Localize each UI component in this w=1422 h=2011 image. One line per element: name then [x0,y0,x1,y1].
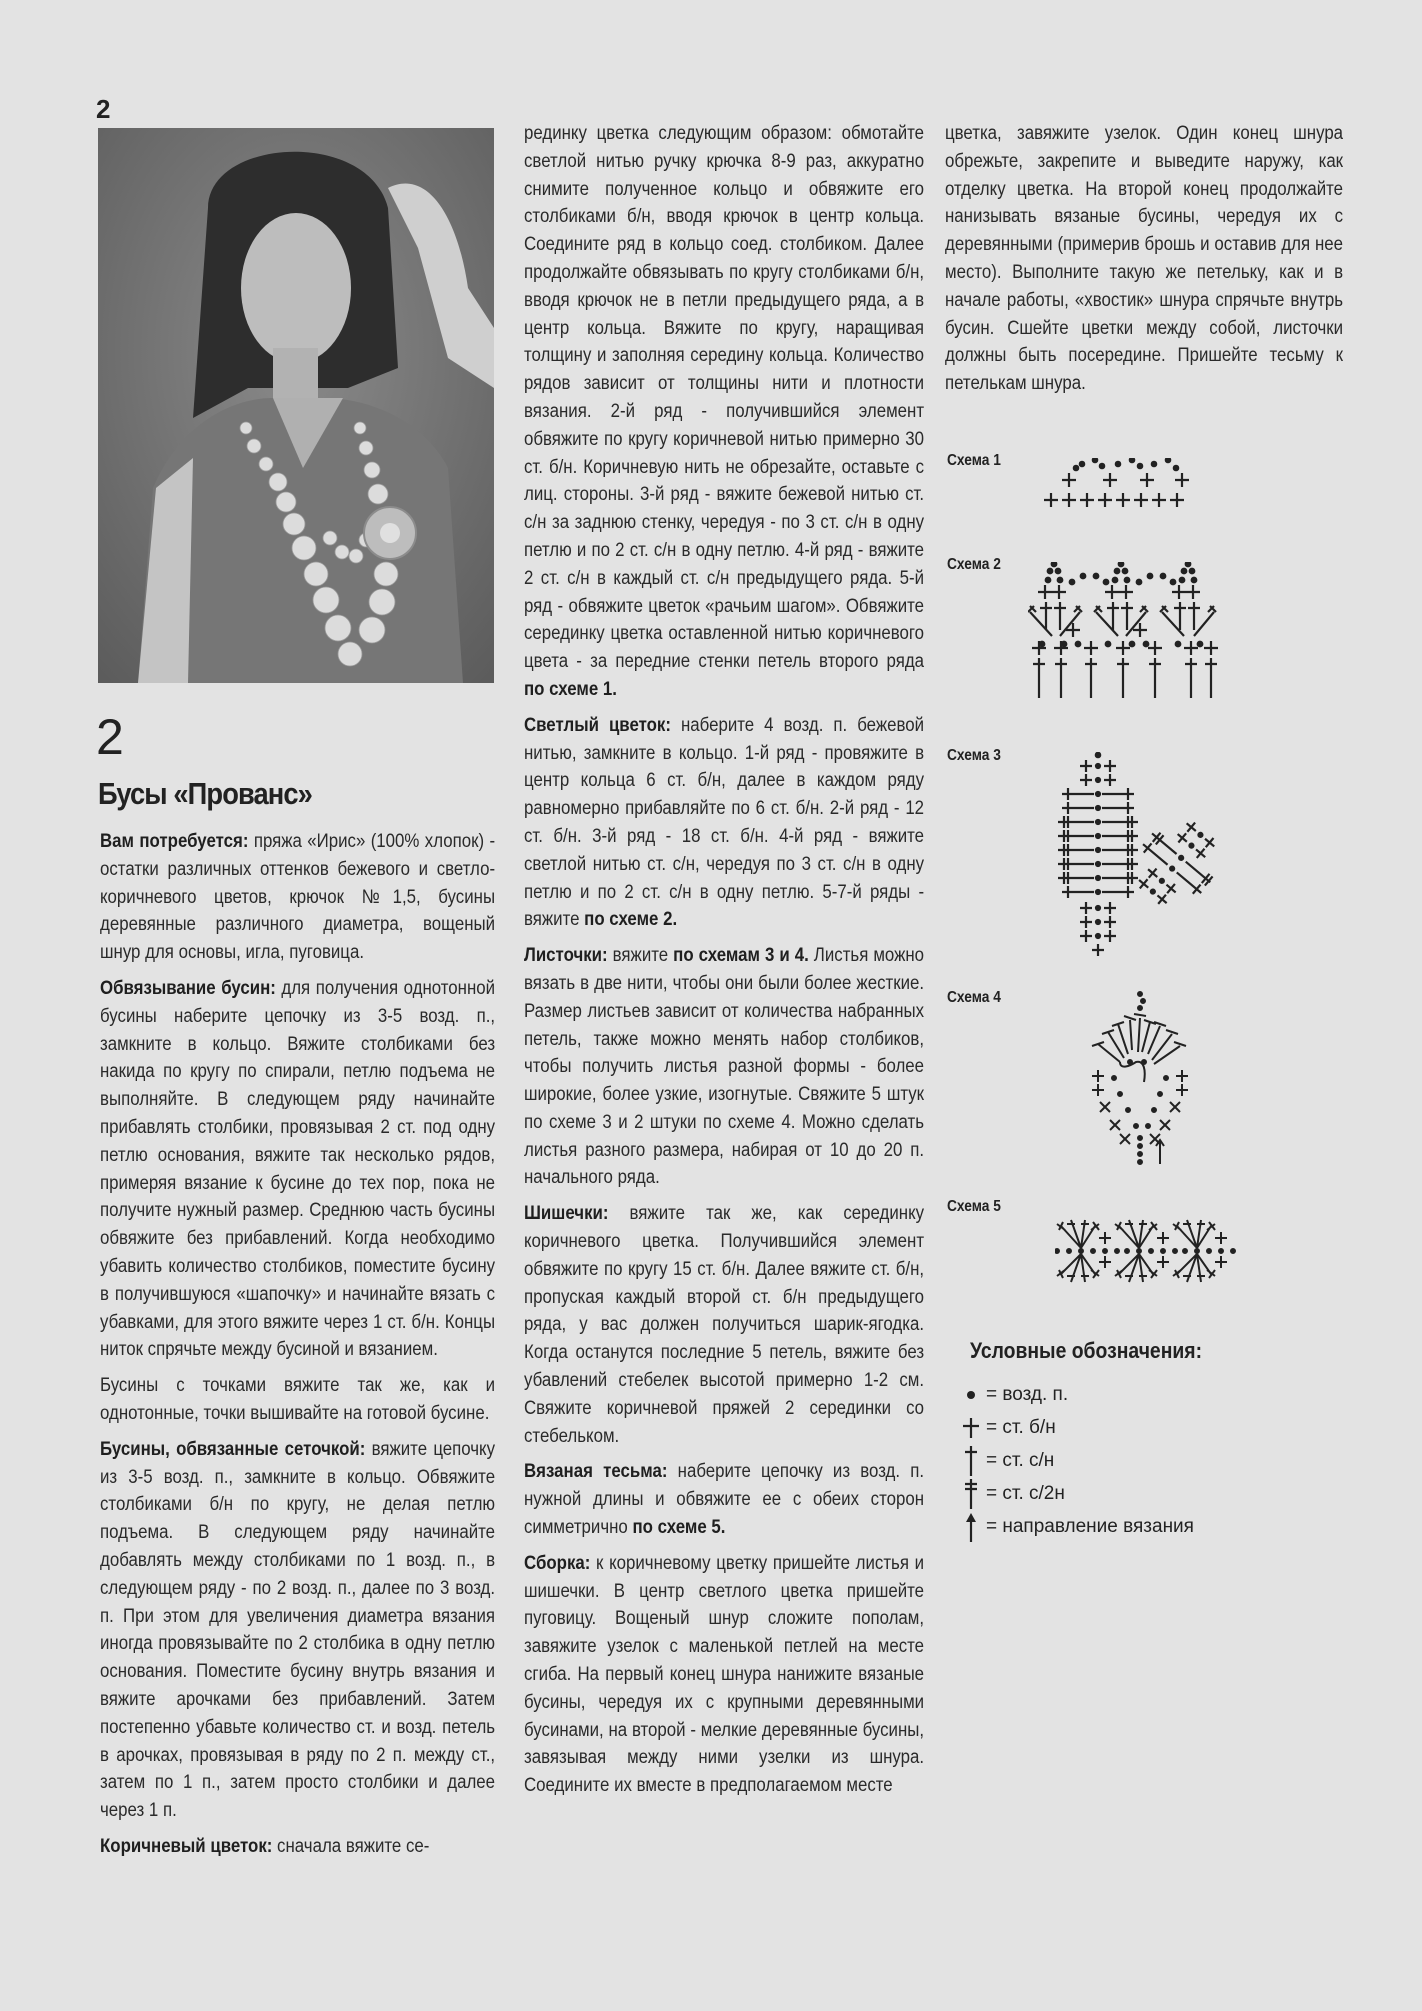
assembly-heading: Сборка: [524,1551,591,1574]
direction-arrow-icon [960,1512,982,1542]
column-2 [524,120,924,1808]
leaves-text-a: вяжите [607,944,674,967]
scheme-1-ref: по схеме 1. [524,677,617,700]
brown-flower-text: сначала вяжите се- [272,1834,430,1857]
crochet-chart-3-leaf-icon [1058,752,1258,962]
legend-item [960,1411,1234,1444]
mesh-beads-text: вяжите цепочку из 3-5 возд. п., замкните в кольцо. Обвяжите столбиками б/н по кругу, не делая петлю подъема. В следующем ряду начинайте добавлять между столбиками по 1 возд. п., в следующем ряду - по 2 возд. п., далее по 3 возд. п. При этом для увеличения диаметра вязания иногда провязывайте по 2 столбика в одну петлю основания. Поместите бусину внутрь вязания и вяжите арочками без прибавлений. Затем постепенно убавьте количество ст. и возд. петель в арочках, провязывая в ряду по 2 п. между ст., затем по 1 п., затем просто столбики и далее через 1 п. [100,1437,496,1822]
cones-heading: Шишечки: [524,1202,609,1225]
brown-flower-cont-text: рединку цветка следующим образом: обмотайте светлой нитью ручку крючка 8-9 раз, аккуратно снимите полученное кольцо и обвяжите его столбиками б/н, вводя крючок в центр кольца. Соедините ряд в кольцо соед. столбиком. Далее продолжайте обвязывать по кругу столбиками б/н, вводя крючок не в петли предыдущего ряда, а в центр кольца. Вяжите по кругу, наращивая толщину и заполняя середину кольца. Количество рядов зависит от толщины нити и плотности вязания. 2-й ряд - получившийся элемент обвяжите по кругу коричневой нитью примерно 30 ст. б/н. Коричневую нить не обрезайте, оставьте с лиц. стороны. 3-й ряд - вяжите бежевой нитью ст. с/н за заднюю стенку, чередуя - по 3 ст. с/н в одну петлю и по 2 ст. с/н в одну петлю. 4-й ряд - вяжите 2 ст. с/н в каждый ст. с/н предыдущего ряда. 5-й ряд - обвяжите цветок «рачьим шагом». Обвяжите серединку цветка оставленной нитью коричневого цвета - за передние стенки петель второго ряда [524,122,925,673]
light-flower-text: наберите 4 возд. п. бежевой нитью, замкните в кольцо. 1-й ряд - провяжите в центр кольца 6 ст. б/н, далее в каждом ряду равномерно прибавляйте по 6 ст. б/н. 2-й ряд - 12 ст. б/н. 3-й ряд - 18 ст. б/н. 4-й ряд - вяжите светлой нитью ст. с/н, чередуя по 3 ст. с/н в одну петлю и по 2 ст. с/н в одну петлю. 5-7-й ряды - вяжите [524,713,925,931]
paragraph-light-flower [524,712,924,934]
leaves-heading: Листочки: [524,944,608,967]
section-number: 2 [96,709,124,765]
assembly-text: к коричневому цветку пришейте листья и шишечки. В центр светлого цветка пришейте пуговицу. Вощеный шнур сложите пополам, завяжите узелок с маленькой петлей на месте сгиба. На первый конец шнура нанижите вязаные бусины, чередуя их с крупными деревянными бусинами, на второй - мелкие деревянные бусины, завязывая между ними узелки из шнура. Соедините их вместе в предполагаемом месте [524,1551,925,1797]
single-crochet-cross-icon [960,1413,982,1443]
legend-item-text: = ст. с/2н [986,1482,1065,1504]
crochet-chart-1-icon [1040,458,1200,508]
double-crochet-symbol-icon [960,1446,982,1476]
light-flower-heading: Светлый цветок: [524,713,671,736]
paragraph-braid [524,1458,924,1541]
cones-text: вяжите так же, как серединку коричневого цветка. Получившийся элемент обвяжите по кругу 15 ст. б/н. Далее вяжите ст. б/н, пропуская каждый второй ст. б/н предыдущего ряда, у вас должен получиться шарик-ягодка. Когда останутся последние 5 петель, вяжите без убавлений стебелек высотой примерно 1-2 см. Свяжите коричневой пряжей 2 серединки со стебельком. [524,1202,925,1447]
scheme-2-ref: по схеме 2. [584,908,678,931]
legend-item-text: = направление вязания [986,1515,1194,1537]
scheme-3-label: Схема 3 [947,747,1001,764]
portrait-photo [98,128,494,683]
brown-flower-heading: Коричневый цветок: [100,1834,273,1857]
legend-item-text: = ст. с/н [986,1449,1055,1471]
braid-text: наберите цепочку из возд. п. нужной длины и обвяжите ее с обеих сторон симметрично [524,1460,925,1539]
legend-item-text: = ст. б/н [986,1416,1056,1438]
article-title: Бусы «Прованс» [98,776,312,811]
paragraph-mesh-beads [100,1436,495,1825]
bead-covering-heading: Обвязывание бусин: [100,976,276,999]
column-3 [945,120,1343,406]
scheme-5-ref: по схеме 5. [632,1516,726,1539]
leaves-text-b: Листья можно вязать в две нити, чтобы они были более жесткие. Размер листьев зависит от количества набранных петель, также можно менять набор столбиков, чтобы получить листья разной формы - более широкие, более узкие, изогнутые. Свяжите 5 штук по схеме 3 и 2 штуки по схеме 4. Можно сделать листья разного размера, набирая от 10 до 20 п. начального ряда. [524,944,925,1189]
paragraph-assembly [524,1550,924,1800]
scheme-4-label: Схема 4 [947,989,1001,1006]
mesh-beads-heading: Бусины, обвязанные сеточкой: [100,1437,366,1460]
materials-heading: Вам потребуется: [100,830,249,852]
dotted-beads-text: Бусины с точками вяжите так же, как и однотонные, точки вышивайте на готовой бусине. [100,1374,496,1424]
crochet-chart-4-leaf-icon [1080,990,1200,1165]
legend-title: Условные обозначения: [970,1338,1203,1363]
paragraph-leaves [524,942,924,1192]
scheme-2-label: Схема 2 [947,556,1001,573]
legend [960,1338,1234,1543]
scheme-1-label: Схема 1 [947,452,1001,469]
paragraph-dotted-beads [100,1372,495,1428]
column-1 [100,828,495,1869]
chain-stitch-dot-icon [960,1380,982,1410]
materials-text: пряжа «Ирис» (100% хлопок) - остатки различных оттенков бежевого и светло-коричневого цветов, крючок №1,5, бусины деревянные различного диаметра, вощеный шнур для основы, игла, пуговица. [100,830,496,964]
crochet-chart-5-braid-icon [1055,1210,1245,1290]
braid-heading: Вязаная тесьма: [524,1460,668,1483]
portrait-photo-icon [98,128,494,683]
assembly-cont-text: цветка, завяжите узелок. Один конец шнура обрежьте, закрепите и выведите наружу, как отделку цветка. На второй конец продолжайте нанизывать вязаные бусины, чередуя их с деревянными (примерив брошь и оставив для нее место). Выполните такую же петельку, как и в начале работы, «хвостик» шнура спрячьте внутрь бусин. Сшейте цветки между собой, листочки должны быть посередине. Пришейте тесьму к петелькам шнура. [945,122,1344,395]
page-number: 2 [96,94,111,124]
crochet-chart-2-icon [1028,562,1248,702]
scheme-5-label: Схема 5 [947,1198,1001,1215]
legend-item-text: = возд. п. [986,1383,1069,1405]
scheme-3-4-ref: по схемам 3 и 4. [673,944,809,967]
paragraph-bead-covering [100,975,495,1364]
paragraph-brown-flower [100,1833,495,1861]
treble-crochet-symbol-icon [960,1479,982,1509]
paragraph-brown-flower-cont [524,120,924,704]
legend-item [960,1378,1234,1411]
legend-item [960,1477,1234,1510]
legend-item [960,1510,1234,1543]
paragraph-assembly-cont [945,120,1343,398]
bead-covering-text: для получения однотонной бусины наберите цепочку из 3-5 возд. п., замкните в кольцо. Вяжите столбиками без накида по кругу по спирали, петлю подъема не выполняйте. В следующем ряду начинайте прибавлять столбики, провязывая 2 ст. под одну петлю основания, вяжите так несколько рядов, примеряя вязание к бусине до тех пор, пока не получите нужный размер. Среднюю часть бусины обвяжите без прибавлений. Когда необходимо убавить количество столбиков, поместите бусину в получившуюся «шапочку» и начинайте вязать с убавками, для этого вяжите через 1 ст. б/н. Концы ниток спрячьте между бусиной и вязанием. [100,976,496,1361]
paragraph-materials [100,828,495,967]
paragraph-cones [524,1200,924,1450]
legend-item [960,1444,1234,1477]
